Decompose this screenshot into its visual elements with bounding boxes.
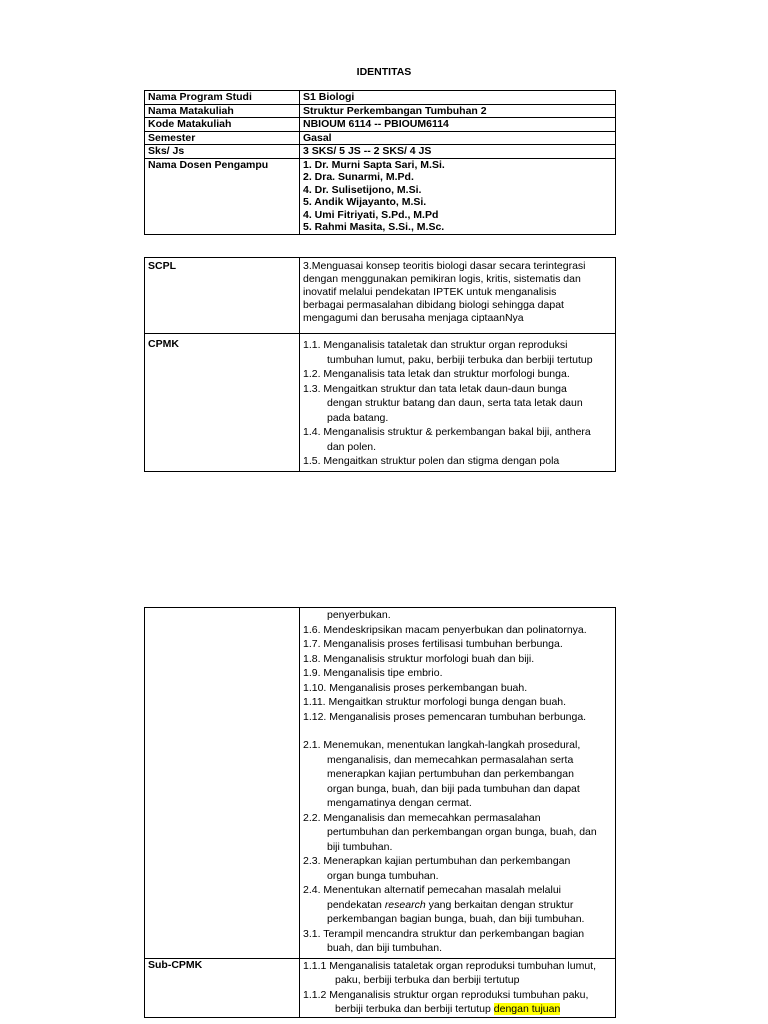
row-label: Semester <box>145 131 300 145</box>
dosen-item: 1. Dr. Murni Sapta Sari, M.Si. <box>303 158 445 171</box>
dosen-item: 4. Umi Fitriyati, S.Pd., M.Pd <box>303 208 439 221</box>
text-line: biji tumbuhan. <box>327 840 393 853</box>
spacer <box>303 724 612 738</box>
text-line: 1.2. Menganalisis tata letak dan struktur morfologi bunga. <box>303 368 570 380</box>
text-line: organ bunga, buah, dan biji pada tumbuhan dan dapat <box>327 782 580 795</box>
outcomes-continued-table <box>144 607 616 1018</box>
row-value: Struktur Perkembangan Tumbuhan 2 <box>300 104 616 118</box>
text-line: mengamatinya dengan cermat. <box>327 797 472 809</box>
text-line: menerapkan kajian pertumbuhan dan perkembangan <box>327 768 574 780</box>
row-label: Sks/ Js <box>145 145 300 159</box>
text-line: 1.8. Menganalisis struktur morfologi buah dan biji. <box>303 652 535 665</box>
text-segment: pendekatan <box>327 898 385 911</box>
table-row <box>145 258 616 334</box>
table-row <box>145 145 616 159</box>
scpl-label: SCPL <box>145 258 300 334</box>
empty-label-cell <box>145 608 300 959</box>
table-row <box>145 104 616 118</box>
text-line: 2.4. Menentukan alternatif pemecahan masalah melalui <box>303 884 561 896</box>
text-line: 2.3. Menerapkan kajian pertumbuhan dan perkembangan <box>303 855 571 867</box>
text-line: 1.6. Mendeskripsikan macam penyerbukan dan polinatornya. <box>303 623 587 636</box>
text-line: buah, dan biji tumbuhan. <box>327 942 443 954</box>
table-row <box>145 608 616 959</box>
text-segment: yang berkaitan dengan struktur <box>425 898 574 911</box>
text-line: menganalisis, dan memecahkan permasalahan serta <box>327 753 574 766</box>
table-row <box>145 91 616 105</box>
text-line: dengan menggunakan pemikiran logis, kritis, sistematis dan <box>303 273 581 285</box>
cpmk-text <box>300 334 616 472</box>
row-label: Nama Dosen Pengampu <box>145 158 300 234</box>
dosen-item: 4. Dr. Sulisetijono, M.Si. <box>303 183 422 196</box>
row-label: Kode Matakuliah <box>145 118 300 132</box>
row-value: NBIOUM 6114 -- PBIOUM6114 <box>300 118 616 132</box>
text-line: penyerbukan. <box>327 609 391 621</box>
text-line: 1.5. Mengaitkan struktur polen dan stigma dengan pola <box>303 455 560 467</box>
page-title: IDENTITAS <box>356 66 412 78</box>
text-line: 1.10. Menganalisis proses perkembangan buah. <box>303 681 528 694</box>
text-line <box>303 898 612 913</box>
text-segment: berbiji terbuka dan berbiji tertutup <box>335 1003 494 1015</box>
outcomes-table <box>144 257 616 472</box>
text-line: 1.7. Menganalisis proses fertilisasi tumbuhan berbunga. <box>303 638 563 650</box>
scpl-text <box>300 258 616 334</box>
table-row <box>145 334 616 472</box>
italic-term: research <box>384 898 426 911</box>
table-row <box>145 958 616 1017</box>
text-line: 1.9. Menganalisis tipe embrio. <box>303 667 443 679</box>
text-line: pertumbuhan dan perkembangan organ bunga, buah, dan <box>327 826 597 838</box>
text-line: 1.1.2 Menganalisis struktur organ reproduksi tumbuhan paku, <box>303 988 589 1001</box>
text-line: 1.12. Menganalisis proses pemencaran tumbuhan berbunga. <box>303 710 587 723</box>
text-line: 2.1. Menemukan, menentukan langkah-langkah prosedural, <box>303 739 581 751</box>
row-label: Nama Program Studi <box>145 91 300 105</box>
table-row <box>145 158 616 234</box>
subcpmk-label: Sub-CPMK <box>145 958 300 1017</box>
text-line: 1.1. Menganalisis tataletak dan struktur organ reproduksi <box>303 339 568 351</box>
text-line: pada batang. <box>327 411 389 424</box>
dosen-item: 2. Dra. Sunarmi, M.Pd. <box>303 171 414 183</box>
text-line: 1.4. Menganalisis struktur & perkembangan bakal biji, anthera <box>303 426 591 438</box>
cpmk-label: CPMK <box>145 334 300 472</box>
text-line: 3.Menguasai konsep teoritis biologi dasar secara terintegrasi <box>303 260 586 272</box>
text-line: 1.11. Mengaitkan struktur morfologi bunga dengan buah. <box>303 696 567 708</box>
row-value: Gasal <box>300 131 616 145</box>
text-line: organ bunga tumbuhan. <box>327 869 439 882</box>
row-value: S1 Biologi <box>300 91 616 105</box>
dosen-item: 5. Andik Wijayanto, M.Si. <box>303 196 427 208</box>
text-line: tumbuhan lumut, paku, berbiji terbuka dan berbiji tertutup <box>327 353 593 366</box>
text-line: paku, berbiji terbuka dan berbiji tertutup <box>335 974 520 986</box>
text-line: 1.3. Mengaitkan struktur dan tata letak daun-daun bunga <box>303 382 567 395</box>
text-line <box>303 1002 612 1017</box>
text-line: mengagumi dan berusaha menjaga ciptaanNya <box>303 312 524 324</box>
text-line: 3.1. Terampil mencandra struktur dan perkembangan bagian <box>303 927 585 940</box>
text-line: 2.2. Menganalisis dan memecahkan permasalahan <box>303 811 541 824</box>
cpmk-continued-text <box>300 608 616 959</box>
row-value: 3 SKS/ 5 JS -- 2 SKS/ 4 JS <box>300 145 616 159</box>
dosen-item: 5. Rahmi Masita, S.Si., M.Sc. <box>303 221 445 233</box>
row-label: Nama Matakuliah <box>145 104 300 118</box>
text-line: berbagai permasalahan dibidang biologi sehingga dapat <box>303 299 564 311</box>
table-row <box>145 131 616 145</box>
dosen-list <box>300 158 616 234</box>
table-row <box>145 118 616 132</box>
text-line: dan polen. <box>327 440 377 453</box>
text-line: inovatif melalui pendekatan IPTEK untuk menganalisis <box>303 286 557 298</box>
subcpmk-text <box>300 958 616 1017</box>
highlighted-text: dengan tujuan <box>493 1003 561 1015</box>
text-line: perkembangan bagian bunga, buah, dan biji tumbuhan. <box>327 913 585 925</box>
text-line: 1.1.1 Menganalisis tataletak organ reproduksi tumbuhan lumut, <box>303 959 597 972</box>
text-line: dengan struktur batang dan daun, serta tata letak daun <box>327 397 583 409</box>
identity-table <box>144 90 616 235</box>
